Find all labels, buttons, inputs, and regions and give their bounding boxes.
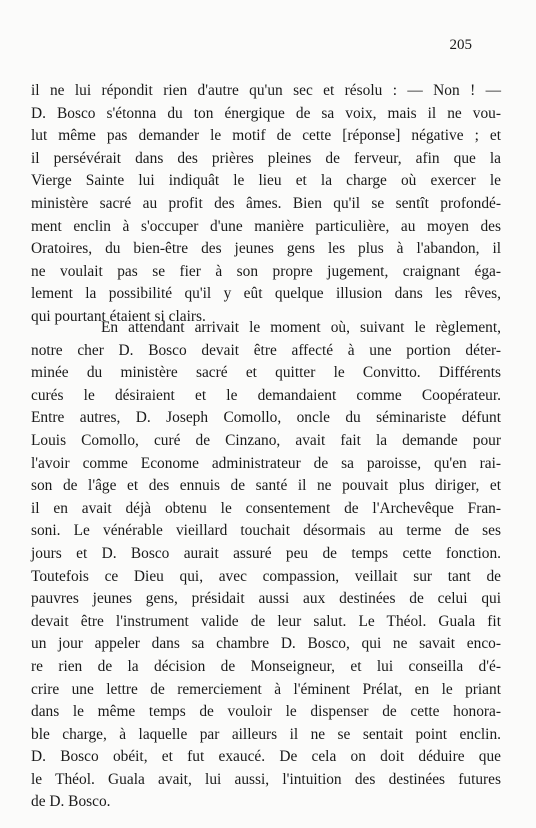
text-line: D. Bosco s'étonna du ton énergique de sa voix, mais il ne vou- — [31, 104, 501, 122]
text-line: de D. Bosco. — [31, 793, 111, 811]
text-line: minée du ministère sacré et quitter le Convitto. Différents — [31, 364, 501, 382]
paragraph-1 — [31, 80, 501, 329]
text-line: le Théol. Guala avait, lui aussi, l'intuition des destinées futures — [31, 770, 501, 788]
text-line: Entre autres, D. Joseph Comollo, oncle du séminariste défunt — [31, 409, 501, 427]
text-line: En attendant arrivait le moment où, suivant le règlement, — [101, 319, 501, 336]
text-line: D. Bosco obéit, et fut exaucé. De cela on doit déduire que — [31, 748, 501, 766]
text-line: il ne lui répondit rien d'autre qu'un sec et résolu : — Non ! — — [31, 82, 501, 99]
text-line: Vierge Sainte lui indiquât le lieu et la charge où exercer le — [31, 172, 501, 190]
text-line: dans le même temps de vouloir le dispenser de cette honora- — [31, 703, 501, 721]
text-line: il persévérait dans des prières pleines de ferveur, afin que la — [31, 149, 501, 167]
text-line: jours et D. Bosco aurait assuré peu de temps cette fonction. — [31, 544, 501, 562]
text-line: soni. Le vénérable vieillard touchait désormais au terme de ses — [31, 522, 501, 540]
text-line: l'avoir comme Econome administrateur de sa paroisse, qu'en rai- — [31, 454, 501, 472]
text-line: lement la possibilité qu'il y eût quelque illusion dans les rêves, — [31, 285, 501, 303]
text-line: crire une lettre de remerciement à l'éminent Prélat, en le priant — [31, 680, 501, 698]
text-line: Louis Comollo, curé de Cinzano, avait fait la demande pour — [31, 431, 501, 449]
text-line: un jour appeler dans sa chambre D. Bosco, qui ne savait enco- — [31, 635, 501, 653]
text-line: Toutefois ce Dieu qui, avec compassion, veillait sur tant de — [31, 567, 501, 585]
text-line: ne voulait pas se fier à son propre jugement, craignant éga- — [31, 262, 501, 280]
text-line: curés le désiraient et le demandaient comme Coopérateur. — [31, 386, 501, 404]
text-line: qui pourtant étaient si clairs. — [31, 307, 206, 325]
text-line: ble charge, à laquelle par ailleurs il ne se sentait point enclin. — [31, 725, 501, 743]
text-line: ministère sacré au profit des âmes. Bien qu'il se sentît profondé- — [31, 194, 501, 212]
text-line: Oratoires, du bien-être des jeunes gens les plus à l'abandon, il — [31, 240, 501, 258]
paragraph-2 — [31, 317, 501, 814]
text-line: devait être l'instrument valide de leur salut. Le Théol. Guala fit — [31, 612, 501, 630]
text-line: ment enclin à s'occuper d'une manière particulière, au moyen des — [31, 217, 501, 235]
text-line: lut même pas demander le motif de cette [réponse] négative ; et — [31, 127, 501, 145]
text-line: re rien de la décision de Monseigneur, et lui conseilla d'é- — [31, 657, 501, 675]
page-number: 205 — [449, 37, 472, 53]
text-line: pauvres jeunes gens, présidait aussi aux destinées de celui qui — [31, 590, 501, 608]
text-line: notre cher D. Bosco devait être affecté à une portion déter- — [31, 341, 501, 359]
text-line: il en avait déjà obtenu le consentement de l'Archevêque Fran- — [31, 499, 501, 517]
text-line: son de l'âge et des ennuis de santé il ne pouvait plus diriger, et — [31, 477, 501, 495]
